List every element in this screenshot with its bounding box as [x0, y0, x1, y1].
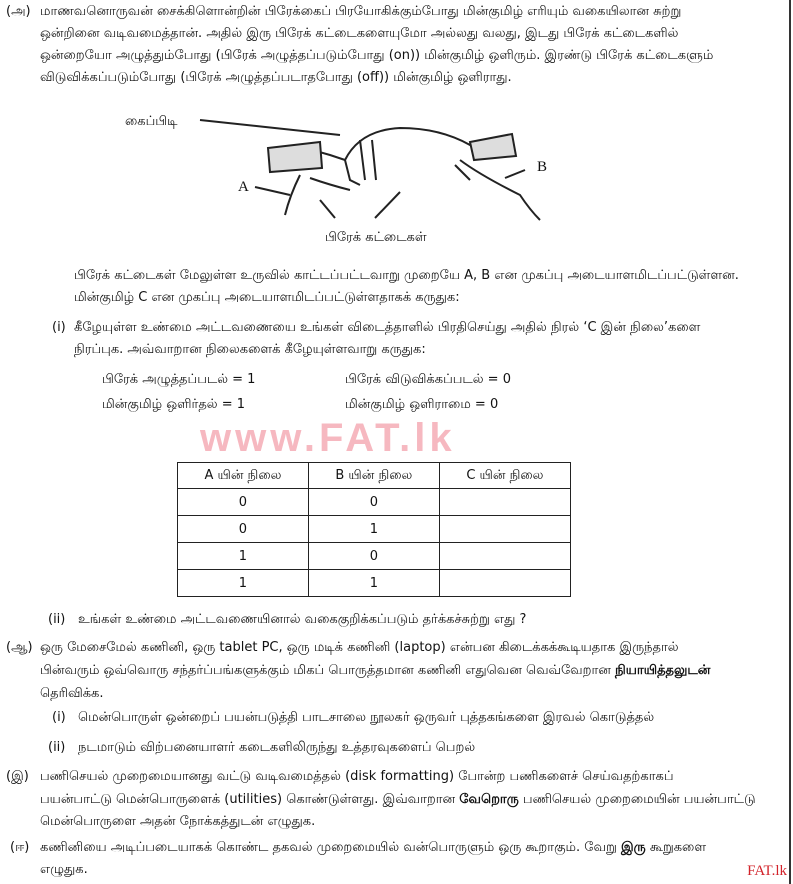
definition: மின்குமிழ் ஒளிர்தல் = 1	[102, 397, 246, 412]
question-a-marker: (அ)	[6, 4, 31, 19]
sub-ii-marker: (ii)	[48, 612, 66, 627]
question-ii-marker: (ஈ)	[10, 840, 30, 855]
text-line: பணிசெயல் முறைமையானது வட்டு வடிவமைத்தல் (disk formatting) போன்ற பணிகளைச் செய்வதற்காகப்	[40, 769, 674, 784]
table-row	[178, 516, 571, 543]
cell	[439, 489, 570, 516]
header-b: B யின் நிலை	[308, 463, 439, 489]
watermark: www.FAT.lk	[200, 416, 456, 460]
text-line: எழுதுக.	[40, 862, 88, 877]
header-c: C யின் நிலை	[439, 463, 570, 489]
text: பணிசெயல் முறைமையின் பயன்பாட்டு	[522, 792, 756, 807]
cell: 1	[178, 570, 309, 597]
brake-a-label: A	[238, 179, 249, 195]
text: பின்வரும் ஒவ்வொரு சந்தர்ப்பங்களுக்கும் மிகப் பொருத்தமான கணினி எதுவென வெவ்வேறான	[40, 663, 611, 678]
text-line	[40, 661, 710, 681]
item-marker: (ii)	[48, 740, 66, 755]
cell: 0	[308, 489, 439, 516]
cell: 1	[178, 543, 309, 570]
cell: 1	[308, 516, 439, 543]
text-line: பிரேக் கட்டைகள் மேலுள்ள உருவில் காட்டப்பட்டவாறு முறையே A, B என முகப்பு அடையாளமிடப்பட்டுள்ளன.	[74, 268, 739, 283]
item-marker: (i)	[52, 710, 66, 725]
text: கூறுகளை	[649, 840, 707, 855]
text: கணினியை அடிப்படையாகக் கொண்ட தகவல் முறைமையில் வன்பொருளும் ஒரு கூறாகும். வேறு	[40, 840, 617, 855]
table-row	[178, 489, 571, 516]
truth-table	[177, 462, 571, 597]
question-i-marker: (இ)	[6, 769, 29, 784]
handle-label: கைப்பிடி	[125, 114, 178, 129]
text-line: நிரப்புக. அவ்வாறான நிலைகளைக் கீழேயுள்ளவாறு கருதுக:	[74, 342, 426, 357]
definition: பிரேக் விடுவிக்கப்படல் = 0	[345, 372, 511, 387]
cell: 1	[308, 570, 439, 597]
question-aa-marker: (ஆ)	[6, 640, 33, 655]
brake-b-label: B	[537, 159, 548, 175]
text-line: மென்பொருளை அதன் நோக்கத்துடன் எழுதுக.	[40, 814, 316, 829]
text-line: ஒரு மேசைமேல் கணினி, ஒரு tablet PC, ஒரு மடிக் கணினி (laptop) என்பன கிடைக்கக்கூடியதாக இருந்தால்	[40, 640, 679, 655]
definition: பிரேக் அழுத்தப்படல் = 1	[102, 372, 256, 387]
text-line: மாணவனொருவன் சைக்கிளொன்றின் பிரேக்கைப் பிரயோகிக்கும்போது மின்குமிழ் எரியும் வகையிலான சுற்று	[40, 4, 682, 19]
bold-text: நியாயித்தலுடன்	[615, 663, 711, 678]
footer-brand: FAT.lk	[747, 863, 787, 879]
text-line	[40, 838, 706, 858]
text-line: ஒன்றையோ அழுத்தும்போது (பிரேக் அழுத்தப்படும்போது (on)) மின்குமிழ் ஒளிரும். இரண்டு பிரேக் கட்டைகளும்	[40, 48, 714, 63]
text: பயன்பாட்டு மென்பொருளைக் (utilities) கொண்டுள்ளது. இவ்வாறான	[40, 792, 456, 807]
text-line: உங்கள் உண்மை அட்டவணையினால் வகைகுறிக்கப்படும் தர்க்கச்சுற்று எது ?	[78, 612, 527, 627]
text-line: நடமாடும் விற்பனையாளர் கடைகளிலிருந்து உத்தரவுகளைப் பெறல்	[78, 740, 476, 755]
brakes-label: பிரேக் கட்டைகள்	[325, 230, 427, 245]
text-line	[40, 790, 756, 810]
cell	[439, 516, 570, 543]
text-line: கீழேயுள்ள உண்மை அட்டவணையை உங்கள் விடைத்தாளில் பிரதிசெய்து அதில் நிரல் ‘C இன் நிலை’களை	[74, 320, 701, 335]
text-line: மென்பொருள் ஒன்றைப் பயன்படுத்தி பாடசாலை நூலகர் ஒருவர் புத்தகங்களை இரவல் கொடுத்தல்	[78, 710, 655, 725]
text-line: ஒன்றினை வடிவமைத்தான். அதில் இரு பிரேக் கட்டைகளையுமோ அல்லது வலது, இடது பிரேக் கட்டைகளில்	[40, 26, 679, 41]
bold-text: இரு	[620, 840, 646, 855]
definition: மின்குமிழ் ஒளிராமை = 0	[345, 397, 499, 412]
header-a: A யின் நிலை	[178, 463, 309, 489]
sub-i-marker: (i)	[52, 320, 66, 335]
text-line: விடுவிக்கப்படும்போது (பிரேக் அழுத்தப்படாதபோது (off)) மின்குமிழ் ஒளிராது.	[40, 70, 512, 85]
text-line: தெரிவிக்க.	[40, 686, 104, 701]
bold-text: வேறொரு	[459, 792, 519, 807]
text-line: மின்குமிழ் C என முகப்பு அடையாளமிடப்பட்டுள்ளதாகக் கருதுக:	[74, 290, 460, 305]
cell: 0	[178, 516, 309, 543]
cell: 0	[308, 543, 439, 570]
table-row	[178, 543, 571, 570]
cell	[439, 570, 570, 597]
cell	[439, 543, 570, 570]
cell: 0	[178, 489, 309, 516]
table-row	[178, 570, 571, 597]
table-header-row	[178, 463, 571, 489]
